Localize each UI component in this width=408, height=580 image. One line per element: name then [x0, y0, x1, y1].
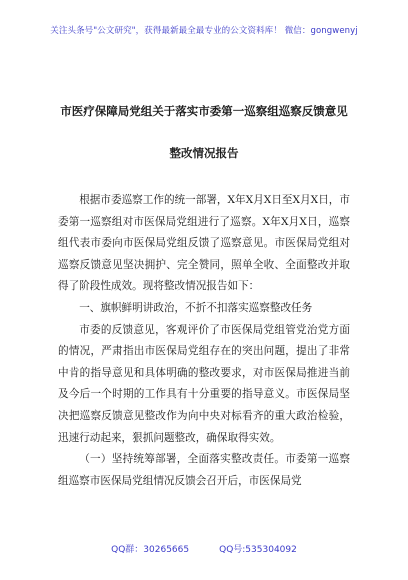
qq-group: QQ群：30265665	[111, 545, 190, 555]
header-banner: 关注头条号"公文研究"，获得最新最全最专业的公文资料库！ 微信：gongwenyj	[50, 26, 358, 36]
document-title: 市医疗保障局党组关于落实市委第一巡察组巡察反馈意见	[60, 104, 348, 118]
paragraph-feedback: 市委的反馈意见，客观评价了市医保局党组管党治党方面的情况，严肃指出市医保局党组存在的突出问题，提出了非常中肯的指导意见和具体明确的整改要求，对市医保局推进当前及今后一个时期的工作具有十分重要的指导意义。市医保局坚决把巡察反馈意见整改作为向中央对标看齐的重大政治检验，迅速行动起来，狠抓问题整改，确保取得实效。	[58, 323, 350, 444]
paragraph-subsection-1: （一）坚持统筹部署，全面落实整改责任。市委第一巡察组巡察市医保局党组情况反馈会召开后，市医保局党	[58, 453, 350, 487]
document-subtitle: 整改情况报告	[169, 146, 239, 160]
qq-number: QQ号:535304092	[219, 545, 297, 555]
document-body	[58, 190, 350, 492]
paragraph-intro: 根据市委巡察工作的统一部署，X年X月X日至X月X日，市委第一巡察组对市医保局党组进行了巡察。X年X月X日，巡察组代表市委向市医保局党组反馈了巡察意见。市医保局党组对巡察反馈意见坚决拥护、完全赞同，照单全收、全面整改并取得了阶段性成效。现将整改情况报告如下：	[58, 194, 350, 293]
footer-contact	[0, 542, 408, 555]
section-heading-1: 一、旗帜鲜明讲政治，不折不扣落实巡察整改任务	[79, 301, 313, 314]
